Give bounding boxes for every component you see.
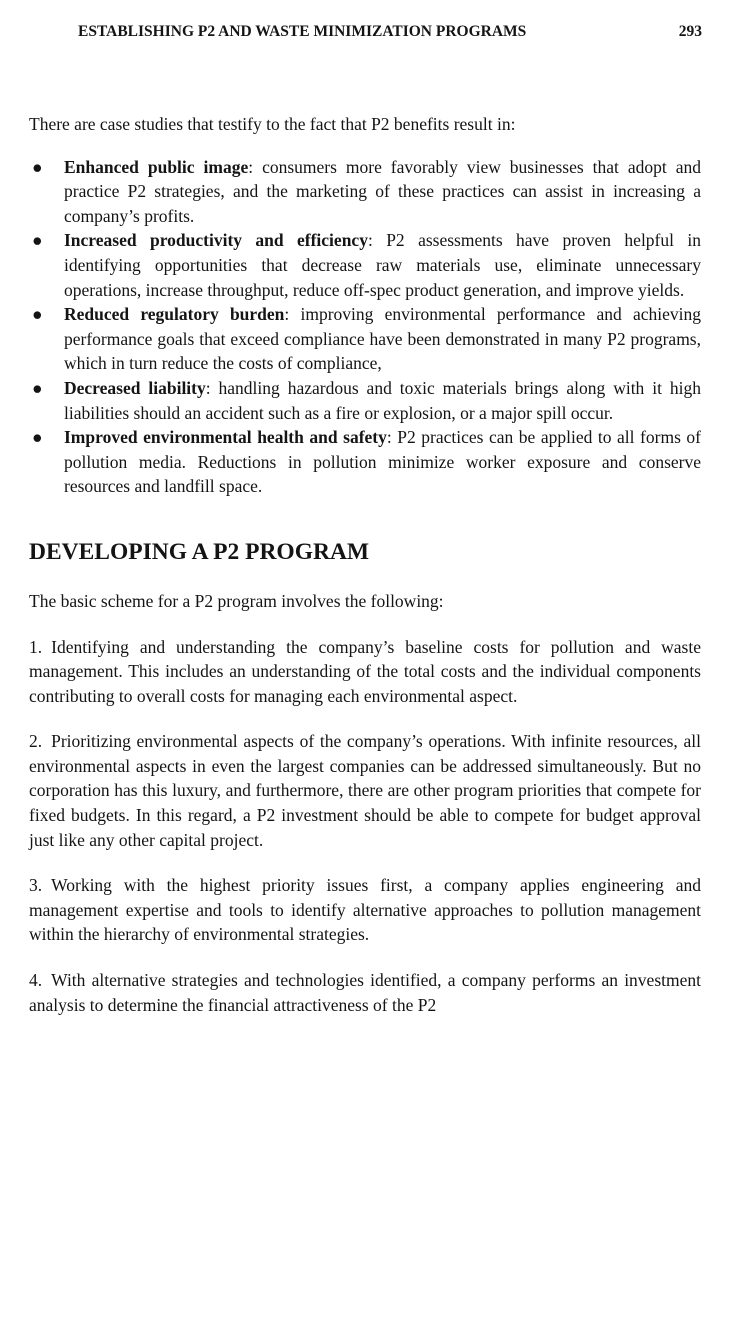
bullet-icon: ● — [32, 230, 43, 251]
scheme-step — [29, 729, 701, 852]
benefit-term: Enhanced public image — [64, 156, 249, 177]
benefit-text: : consumers more favorably view businesses that adopt and practice P2 strategies, and the marketing of these practices can assist in increasing a company’s profits. — [64, 156, 701, 226]
benefit-item — [29, 155, 701, 229]
bullet-icon: ● — [32, 377, 43, 398]
page-number: 293 — [678, 23, 702, 40]
benefit-term: Decreased liability — [64, 377, 206, 398]
benefit-item — [29, 376, 701, 425]
benefit-item — [29, 302, 701, 376]
bullet-icon: ● — [32, 427, 43, 448]
benefit-item — [29, 228, 701, 302]
benefits-list — [29, 155, 701, 499]
step-number: 4. — [29, 970, 43, 991]
step-number: 3. — [29, 875, 43, 896]
scheme-step — [29, 968, 701, 1017]
bullet-icon: ● — [32, 156, 43, 177]
benefit-item — [29, 425, 701, 499]
benefit-term: Improved environmental health and safety — [64, 427, 387, 448]
step-number: 2. — [29, 731, 43, 752]
scheme-step — [29, 873, 701, 947]
scheme-intro: The basic scheme for a P2 program involves the following: — [29, 590, 444, 611]
page-body — [29, 112, 701, 1017]
step-text: With alternative strategies and technologies identified, a company performs an investment analysis to determine the financial attractiveness of the P2 — [29, 970, 701, 1015]
scheme-step — [29, 635, 701, 709]
benefit-text: : improving environmental performance and achieving performance goals that exceed compliance have been demonstrated in many P2 programs, which in turn reduce the costs of compliance, — [64, 304, 701, 374]
benefit-term: Increased productivity and efficiency — [64, 230, 368, 251]
bullet-icon: ● — [32, 304, 43, 325]
benefit-text: : P2 assessments have proven helpful in identifying opportunities that decrease raw materials use, eliminate unnecessary operations, increase throughput, reduce off-spec product generation, and improve yields. — [64, 230, 701, 300]
benefit-text: : P2 practices can be applied to all forms of pollution media. Reductions in pollution minimize worker exposure and conserve resources and landfill space. — [64, 427, 701, 497]
benefit-text: : handling hazardous and toxic materials brings along with it high liabilities should an accident such as a fire or explosion, or a major spill occur. — [64, 377, 701, 423]
step-number: 1. — [29, 636, 43, 657]
running-title: ESTABLISHING P2 AND WASTE MINIMIZATION PROGRAMS — [78, 23, 527, 40]
step-text: Prioritizing environmental aspects of the company’s operations. With infinite resources, all environmental aspects in even the largest companies can be addressed simultaneously. But no corporation has this luxury, and furthermore, there are other program priorities that compete for fixed budgets. In this regard, a P2 investment should be able to compete for budget approval just like any other capital project. — [29, 731, 701, 850]
intro-paragraph: There are case studies that testify to the fact that P2 benefits result in: — [29, 114, 516, 134]
step-text: Identifying and understanding the company’s baseline costs for pollution and waste management. This includes an understanding of the total costs and the individual components contributing to overall costs for managing each environmental aspect. — [29, 636, 701, 706]
step-text: Working with the highest priority issues first, a company applies engineering and management expertise and tools to identify alternative approaches to pollution management within the hierarchy of environmental strategies. — [29, 875, 701, 945]
running-header — [78, 20, 702, 44]
section-heading: DEVELOPING A P2 PROGRAM — [29, 538, 370, 565]
benefit-term: Reduced regulatory burden — [64, 304, 285, 325]
